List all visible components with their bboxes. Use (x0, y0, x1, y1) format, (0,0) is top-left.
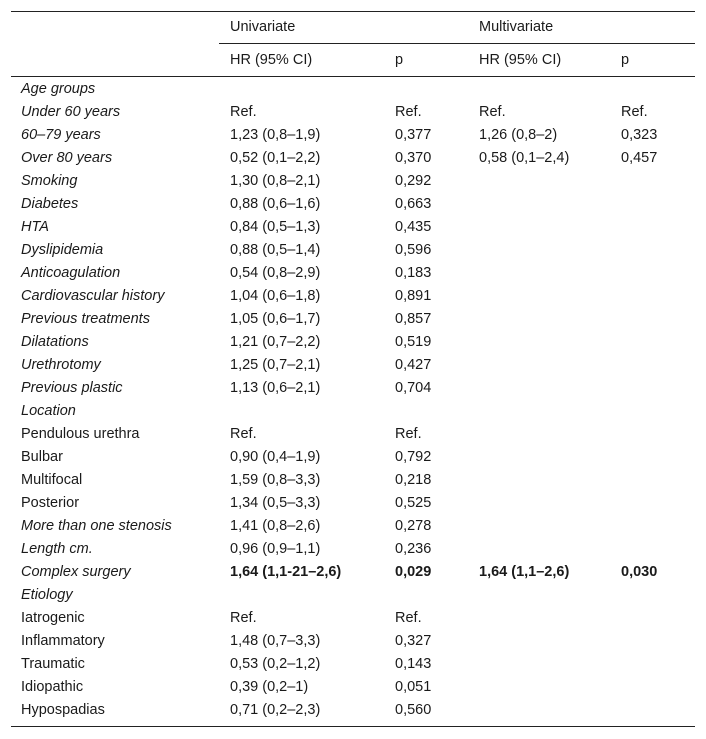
univariate-p-cell: 0,427 (395, 357, 432, 373)
table-row (0, 239, 706, 262)
univariate-hr-cell: 1,59 (0,8–3,3) (230, 472, 321, 488)
table-row (0, 423, 706, 446)
row-label: Previous plastic (21, 380, 123, 396)
univariate-p-cell: 0,370 (395, 150, 432, 166)
univariate-p-cell: 0,143 (395, 656, 432, 672)
table-row (0, 170, 706, 193)
univariate-header: Univariate (230, 19, 296, 35)
table-bottom-rule (11, 726, 695, 727)
multivariate-hr-cell: 1,64 (1,1–2,6) (479, 564, 570, 580)
univariate-p-cell: 0,278 (395, 518, 432, 534)
row-label: Diabetes (21, 196, 79, 212)
row-label: Idiopathic (21, 679, 84, 695)
univariate-hr-cell: 1,25 (0,7–2,1) (230, 357, 321, 373)
row-label: Age groups (21, 81, 96, 97)
column-header-rule (11, 76, 695, 77)
row-label: Anticoagulation (21, 265, 121, 281)
table-row (0, 653, 706, 676)
table-row (0, 607, 706, 630)
univariate-hr-cell: 0,90 (0,4–1,9) (230, 449, 321, 465)
univariate-p-cell: 0,218 (395, 472, 432, 488)
univariate-p-cell: 0,377 (395, 127, 432, 143)
univariate-hr-cell: 1,05 (0,6–1,7) (230, 311, 321, 327)
row-label: Smoking (21, 173, 78, 189)
multivariate-p-cell: 0,457 (621, 150, 658, 166)
table-row (0, 285, 706, 308)
univariate-p-header: p (395, 52, 404, 68)
table-row (0, 538, 706, 561)
univariate-p-cell: 0,051 (395, 679, 432, 695)
row-label: 60–79 years (21, 127, 101, 143)
table-row (0, 446, 706, 469)
univariate-p-cell: 0,183 (395, 265, 432, 281)
univariate-p-cell: 0,792 (395, 449, 432, 465)
table-row (0, 561, 706, 584)
univariate-hr-cell: 0,54 (0,8–2,9) (230, 265, 321, 281)
univariate-hr-cell: 1,34 (0,5–3,3) (230, 495, 321, 511)
univariate-hr-cell: 1,64 (1,1-21–2,6) (230, 564, 342, 580)
multivariate-hr-header: HR (95% CI) (479, 52, 562, 68)
table-row (0, 469, 706, 492)
multivariate-p-cell: 0,030 (621, 564, 658, 580)
row-label: Urethrotomy (21, 357, 101, 373)
univariate-hr-cell: 0,71 (0,2–2,3) (230, 702, 321, 718)
univariate-hr-cell: 1,23 (0,8–1,9) (230, 127, 321, 143)
row-label: HTA (21, 219, 49, 235)
row-label: Over 80 years (21, 150, 113, 166)
row-label: Cardiovascular history (21, 288, 165, 304)
univariate-p-cell: 0,029 (395, 564, 432, 580)
row-label: Etiology (21, 587, 73, 603)
univariate-hr-cell: Ref. (230, 104, 257, 120)
multivariate-hr-cell: Ref. (479, 104, 506, 120)
table-row (0, 147, 706, 170)
univariate-hr-header: HR (95% CI) (230, 52, 313, 68)
univariate-p-cell: 0,663 (395, 196, 432, 212)
univariate-hr-cell: 0,52 (0,1–2,2) (230, 150, 321, 166)
univariate-hr-cell: 1,48 (0,7–3,3) (230, 633, 321, 649)
table-row (0, 78, 706, 101)
table-row (0, 630, 706, 653)
univariate-hr-cell: 1,21 (0,7–2,2) (230, 334, 321, 350)
row-label: Inflammatory (21, 633, 105, 649)
univariate-hr-cell: 0,53 (0,2–1,2) (230, 656, 321, 672)
table-row (0, 124, 706, 147)
row-label: Bulbar (21, 449, 63, 465)
univariate-hr-cell: 0,88 (0,6–1,6) (230, 196, 321, 212)
row-label: Length cm. (21, 541, 93, 557)
univariate-hr-cell: 0,84 (0,5–1,3) (230, 219, 321, 235)
row-label: Iatrogenic (21, 610, 85, 626)
univariate-hr-cell: 0,88 (0,5–1,4) (230, 242, 321, 258)
univariate-p-cell: 0,327 (395, 633, 432, 649)
table-row (0, 216, 706, 239)
table-row (0, 101, 706, 124)
multivariate-header: Multivariate (479, 19, 554, 35)
table-row (0, 492, 706, 515)
table-row (0, 193, 706, 216)
group-header-rule (219, 43, 695, 44)
multivariate-p-header: p (621, 52, 630, 68)
univariate-p-cell: 0,704 (395, 380, 432, 396)
table-row (0, 354, 706, 377)
row-label: Previous treatments (21, 311, 150, 327)
univariate-hr-cell: 0,96 (0,9–1,1) (230, 541, 321, 557)
row-label: Dyslipidemia (21, 242, 104, 258)
row-label: Hypospadias (21, 702, 105, 718)
multivariate-hr-cell: 1,26 (0,8–2) (479, 127, 558, 143)
table-row (0, 584, 706, 607)
table-row (0, 515, 706, 538)
univariate-hr-cell: 1,30 (0,8–2,1) (230, 173, 321, 189)
table-row (0, 308, 706, 331)
univariate-p-cell: Ref. (395, 426, 422, 442)
univariate-p-cell: 0,236 (395, 541, 432, 557)
table-row (0, 676, 706, 699)
table-row (0, 699, 706, 722)
univariate-p-cell: 0,525 (395, 495, 432, 511)
multivariate-p-cell: Ref. (621, 104, 648, 120)
univariate-hr-cell: 1,13 (0,6–2,1) (230, 380, 321, 396)
multivariate-p-cell: 0,323 (621, 127, 658, 143)
univariate-p-cell: 0,560 (395, 702, 432, 718)
table-row (0, 377, 706, 400)
row-label: Location (21, 403, 76, 419)
univariate-p-cell: Ref. (395, 610, 422, 626)
multivariate-hr-cell: 0,58 (0,1–2,4) (479, 150, 570, 166)
row-label: Under 60 years (21, 104, 121, 120)
univariate-hr-cell: Ref. (230, 426, 257, 442)
univariate-hr-cell: 1,04 (0,6–1,8) (230, 288, 321, 304)
table-row (0, 262, 706, 285)
row-label: Traumatic (21, 656, 85, 672)
univariate-hr-cell: Ref. (230, 610, 257, 626)
table-row (0, 400, 706, 423)
univariate-hr-cell: 0,39 (0,2–1) (230, 679, 309, 695)
row-label: More than one stenosis (21, 518, 172, 534)
univariate-p-cell: 0,435 (395, 219, 432, 235)
table-row (0, 331, 706, 354)
univariate-p-cell: 0,857 (395, 311, 432, 327)
row-label: Dilatations (21, 334, 89, 350)
univariate-p-cell: Ref. (395, 104, 422, 120)
univariate-p-cell: 0,596 (395, 242, 432, 258)
univariate-p-cell: 0,519 (395, 334, 432, 350)
univariate-hr-cell: 1,41 (0,8–2,6) (230, 518, 321, 534)
row-label: Complex surgery (21, 564, 131, 580)
univariate-p-cell: 0,891 (395, 288, 432, 304)
row-label: Pendulous urethra (21, 426, 140, 442)
row-label: Posterior (21, 495, 80, 511)
row-label: Multifocal (21, 472, 83, 488)
univariate-p-cell: 0,292 (395, 173, 432, 189)
table-top-rule (11, 11, 695, 12)
